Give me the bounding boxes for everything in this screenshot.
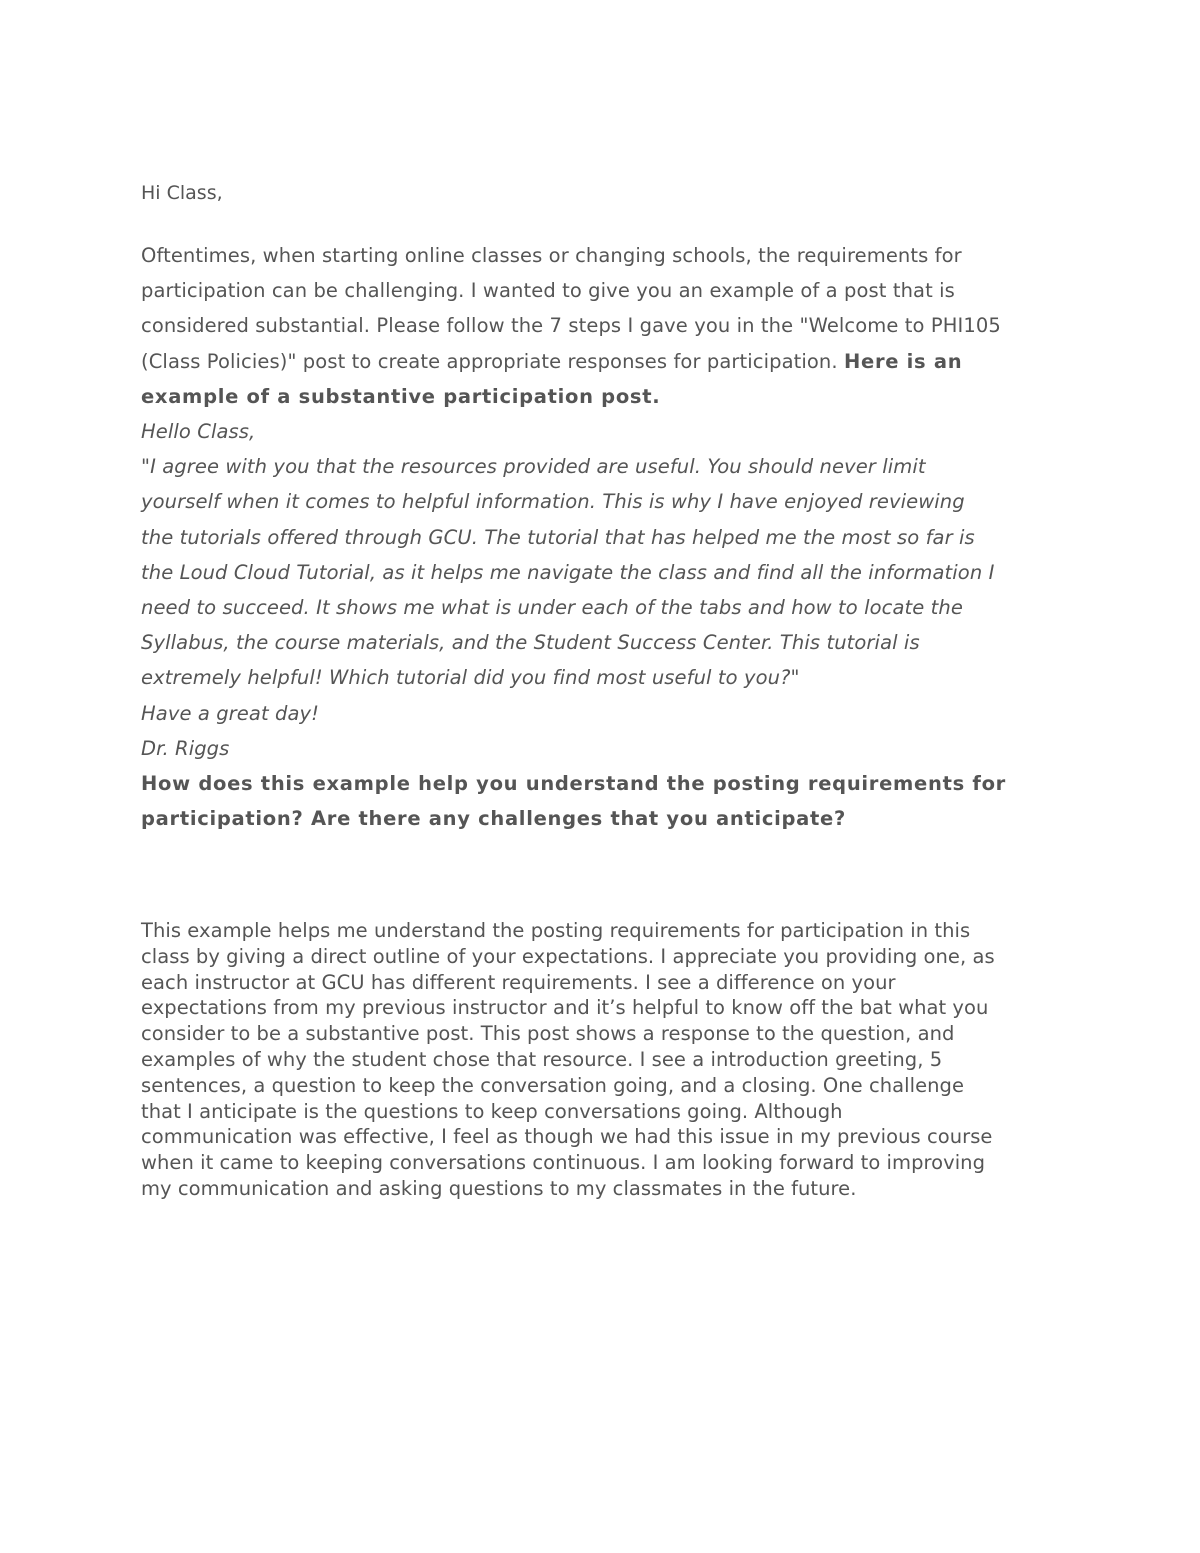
example-line: "I agree with you that the resources provided are useful. You should never limit bbox=[141, 455, 926, 479]
example-line: the tutorials offered through GCU. The tutorial that has helped me the most so far is bbox=[141, 525, 975, 549]
response-line: This example helps me understand the posting requirements for participation in this bbox=[141, 919, 971, 942]
response-line: sentences, a question to keep the conversation going, and a closing. One challenge bbox=[141, 1073, 965, 1097]
response-line: that I anticipate is the questions to keep conversations going. Although bbox=[141, 1099, 843, 1123]
response-line: expectations from my previous instructor and it’s helpful to know off the bat what you bbox=[141, 996, 989, 1020]
example-line: Syllabus, the course materials, and the Student Success Center. This tutorial is bbox=[141, 631, 920, 655]
instructor-post bbox=[141, 238, 1061, 836]
example-line: extremely helpful! Which tutorial did you find most useful to you?" bbox=[141, 666, 800, 690]
example-salutation: Hello Class, bbox=[141, 420, 256, 444]
response-line: examples of why the student chose that resource. I see a introduction greeting, 5 bbox=[141, 1047, 943, 1071]
response-line: when it came to keeping conversations continuous. I am looking forward to improving bbox=[141, 1151, 986, 1175]
response-line: each instructor at GCU has different requirements. I see a difference on your bbox=[141, 970, 896, 994]
example-closing: Have a great day! bbox=[141, 701, 320, 725]
greeting: Hi Class, bbox=[141, 182, 223, 204]
intro-line: participation can be challenging. I wanted to give you an example of a post that is bbox=[141, 279, 955, 303]
intro-bold-line: example of a substantive participation post. bbox=[141, 384, 661, 408]
response-line: my communication and asking questions to my classmates in the future. bbox=[141, 1176, 857, 1200]
example-line: yourself when it comes to helpful information. This is why I have enjoyed reviewing bbox=[141, 490, 965, 514]
intro-line bbox=[141, 344, 1061, 379]
response-line: communication was effective, I feel as though we had this issue in my previous course bbox=[141, 1125, 993, 1149]
intro-line: considered substantial. Please follow the 7 steps I gave you in the "Welcome to PHI105 bbox=[141, 314, 1001, 338]
response-line: consider to be a substantive post. This post shows a response to the question, and bbox=[141, 1022, 955, 1046]
discussion-question-line: How does this example help you understand the posting requirements for bbox=[141, 772, 1006, 796]
discussion-question-line: participation? Are there any challenges that you anticipate? bbox=[141, 807, 846, 831]
response-line: class by giving a direct outline of your expectations. I appreciate you providing one, as bbox=[141, 944, 995, 968]
example-line: the Loud Cloud Tutorial, as it helps me navigate the class and find all the information I bbox=[141, 560, 995, 584]
example-signature: Dr. Riggs bbox=[141, 736, 230, 760]
intro-line-text: (Class Policies)" post to create appropriate responses for participation. bbox=[141, 349, 838, 373]
student-response bbox=[141, 918, 1061, 1202]
intro-line: Oftentimes, when starting online classes or changing schools, the requirements for bbox=[141, 244, 962, 267]
intro-bold-tail: Here is an bbox=[844, 349, 963, 373]
example-line: need to succeed. It shows me what is under each of the tabs and how to locate the bbox=[141, 596, 963, 620]
